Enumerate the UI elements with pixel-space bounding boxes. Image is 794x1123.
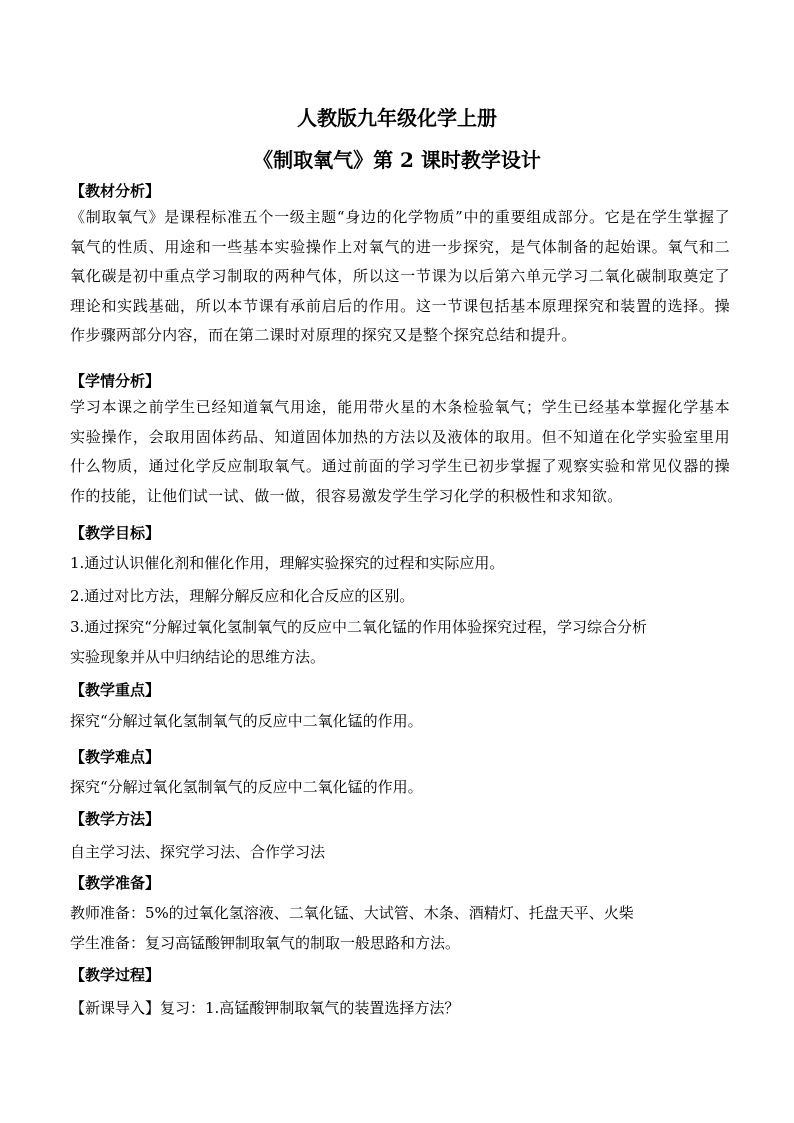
objective-item: 1.通过认识催化剂和催化作用，理解实验探究的过程和实际应用。 — [70, 554, 505, 572]
document-title: 人教版九年级化学上册 — [297, 106, 497, 130]
objective-item-continued: 实验现象并从中归纳结论的思维方法。 — [70, 648, 326, 666]
section-heading-key-points: 【教学重点】 — [70, 681, 161, 699]
section-heading-material-analysis: 【教材分析】 — [70, 182, 161, 200]
section-heading-methods: 【教学方法】 — [70, 810, 161, 828]
student-analysis-paragraph: 学习本课之前学生已经知道氧气用途，能用带火星的木条检验氧气；学生已经基本掌握化学基本实验操作，会取用固体药品、知道固体加热的方法以及液体的取用。但不知道在化学实验室里用什么物质，通过化学反应制取氧气。通过前面的学习学生已初步掌握了观察实验和常见仪器的操作的技能，让他们试一试、做一做，很容易激发学生学习化学的积极性和求知欲。 — [70, 398, 730, 505]
objective-item: 3.通过探究“分解过氧化氢制氧气的反应中二氧化锰的作用体验探究过程，学习综合分析 — [70, 618, 647, 636]
teacher-preparation-text: 教师准备：5%的过氧化氢溶液、二氧化锰、大试管、木条、酒精灯、托盘天平、火柴 — [70, 904, 634, 922]
section-heading-process: 【教学过程】 — [70, 966, 161, 984]
section-heading-difficulties: 【教学难点】 — [70, 748, 161, 766]
key-points-text: 探究“分解过氧化氢制氧气的反应中二氧化锰的作用。 — [70, 712, 423, 730]
methods-text: 自主学习法、探究学习法、合作学习法 — [70, 843, 326, 861]
document-subtitle: 《制取氧气》第 2 课时教学设计 — [253, 148, 541, 172]
difficulties-text: 探究“分解过氧化氢制氧气的反应中二氧化锰的作用。 — [70, 778, 423, 796]
objective-item: 2.通过对比方法，理解分解反应和化合反应的区别。 — [70, 587, 415, 605]
student-preparation-text: 学生准备：复习高锰酸钾制取氧气的制取一般思路和方法。 — [70, 934, 461, 952]
material-analysis-paragraph: 《制取氧气》是课程标准五个一级主题“身边的化学物质”中的重要组成部分。它是在学生掌握了氧气的性质、用途和一些基本实验操作上对氧气的进一步探究，是气体制备的起始课。氧气和二氧化碳是初中重点学习制取的两种气体，所以这一节课为以后第六单元学习二氧化碳制取奠定了理论和实践基础，所以本节课有承前启后的作用。这一节课包括基本原理探究和装置的选择。操作步骤两部分内容，而在第二课时对原理的探究又是整个探究总结和提升。 — [70, 208, 730, 344]
section-heading-objectives: 【教学目标】 — [70, 524, 161, 542]
section-heading-student-analysis: 【学情分析】 — [70, 372, 161, 390]
section-heading-preparation: 【教学准备】 — [70, 874, 161, 892]
new-lesson-intro-text: 【新课导入】复习：1.高锰酸钾制取氧气的装置选择方法？ — [70, 999, 460, 1017]
